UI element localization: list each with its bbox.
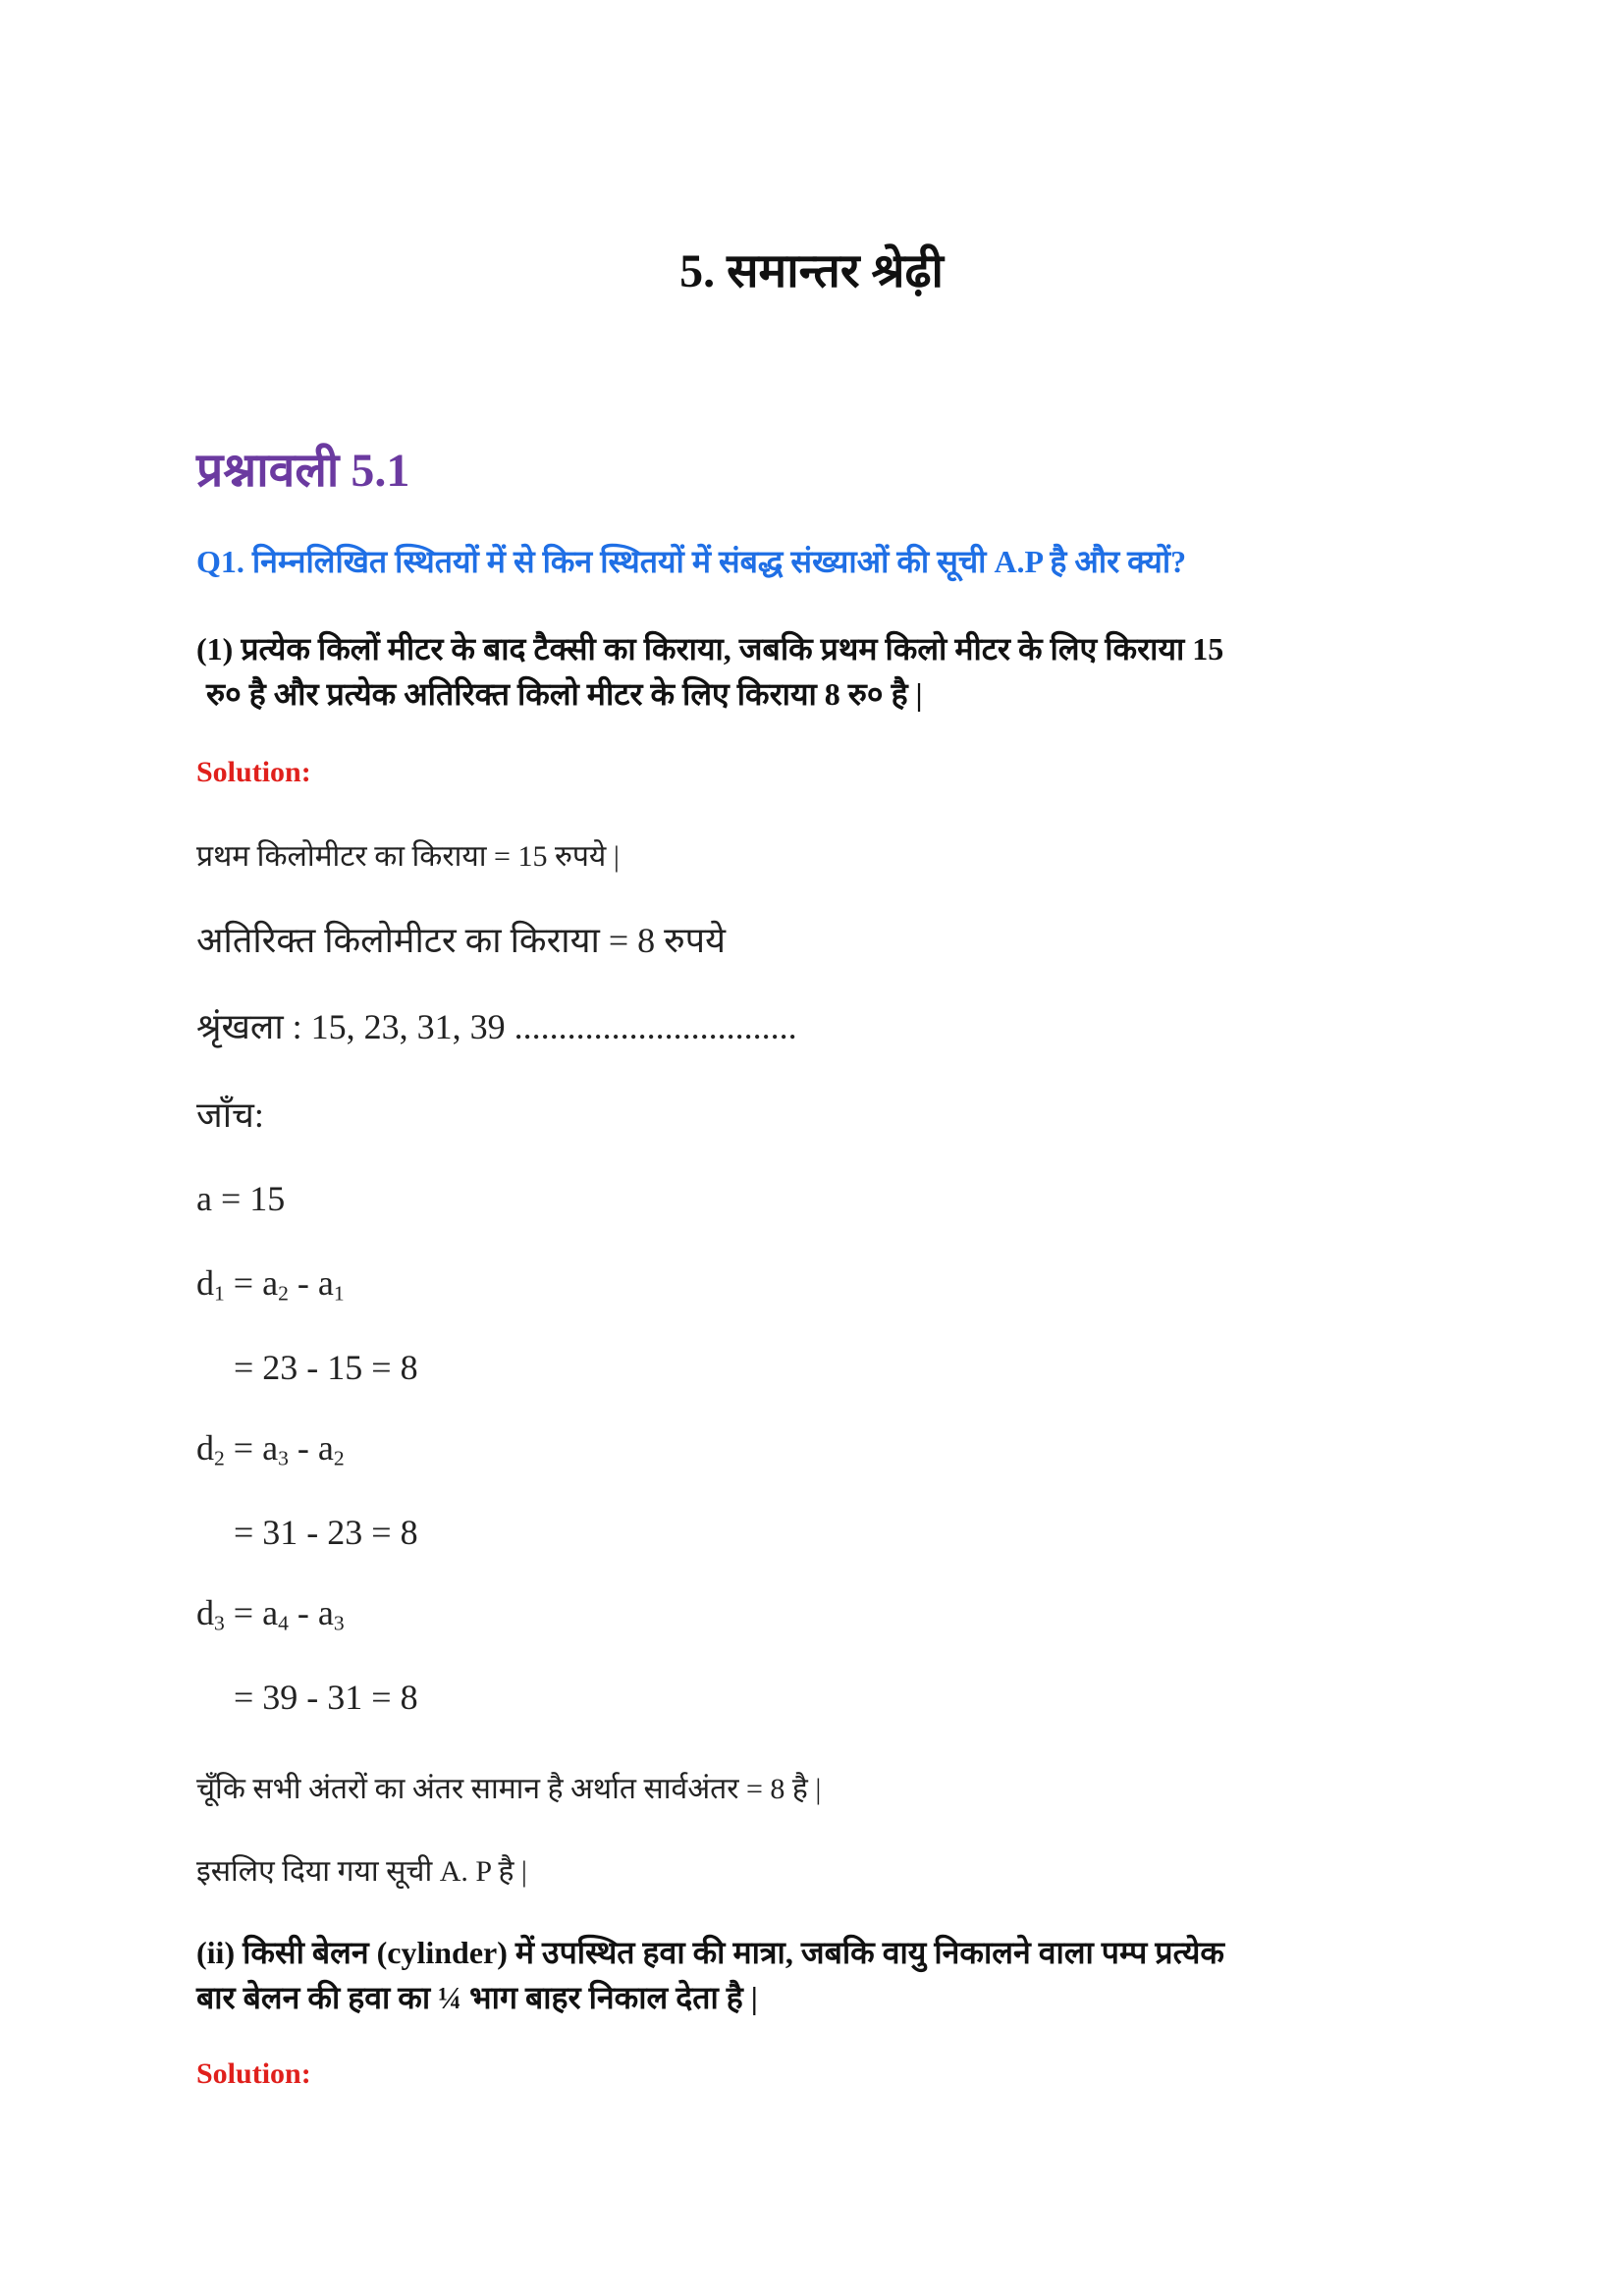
part-1-line-1: (1) प्रत्येक किलों मीटर के बाद टैक्सी का किराया, जबकि प्रथम किलो मीटर के लिए किराया 15 bbox=[196, 631, 1224, 667]
extra-km-fare: अतिरिक्त किलोमीटर का किराया = 8 रुपये bbox=[196, 921, 726, 960]
conclusion-common-difference: चूँकि सभी अंतरों का अंतर सामान है अर्थात सार्वअंतर = 8 है | bbox=[196, 1773, 822, 1805]
part-2-line-2: बार बेलन की हवा का ¼ भाग बाहर निकाल देता है | bbox=[196, 1980, 758, 2015]
chapter-title: 5. समान्तर श्रेढ़ी bbox=[679, 245, 944, 297]
d2-formula: $d_2 = a_3 - a_2$ bbox=[196, 1428, 345, 1470]
series-line: श्रृंखला : 15, 23, 31, 39 ................................ bbox=[196, 1007, 797, 1046]
part-2-line-1: (ii) किसी बेलन (cylinder) में उपस्थित हवा की मात्रा, जबकि वायु निकालने वाला पम्प प्रत्येक bbox=[196, 1935, 1224, 1970]
d2-calc: = 31 - 23 = 8 bbox=[234, 1513, 418, 1552]
d1-calc: = 23 - 15 = 8 bbox=[234, 1348, 418, 1387]
question-1: Q1. निम्नलिखित स्थितयों में से किन स्थितयों में संबद्ध संख्याओं की सूची A.P है और क्यों? bbox=[196, 544, 1187, 579]
first-term: a = 15 bbox=[196, 1179, 286, 1218]
part-1-line-2: रु० है और प्रत्येक अतिरिक्त किलो मीटर के लिए किराया 8 रु० है | bbox=[206, 676, 923, 712]
d3-formula: $d_3 = a_4 - a_3$ bbox=[196, 1593, 345, 1635]
conclusion-ap: इसलिए दिया गया सूची A. P है | bbox=[196, 1855, 527, 1888]
solution-label-2: Solution: bbox=[196, 2057, 311, 2090]
exercise-heading: प्रश्नावली 5.1 bbox=[196, 445, 410, 497]
d1-formula: $d_1 = a_2 - a_1$ bbox=[196, 1263, 345, 1306]
check-label: जाँच: bbox=[196, 1095, 264, 1135]
d3-calc: = 39 - 31 = 8 bbox=[234, 1678, 418, 1717]
first-km-fare: प्रथम किलोमीटर का किराया = 15 रुपये | bbox=[196, 840, 620, 873]
solution-label: Solution: bbox=[196, 756, 311, 788]
